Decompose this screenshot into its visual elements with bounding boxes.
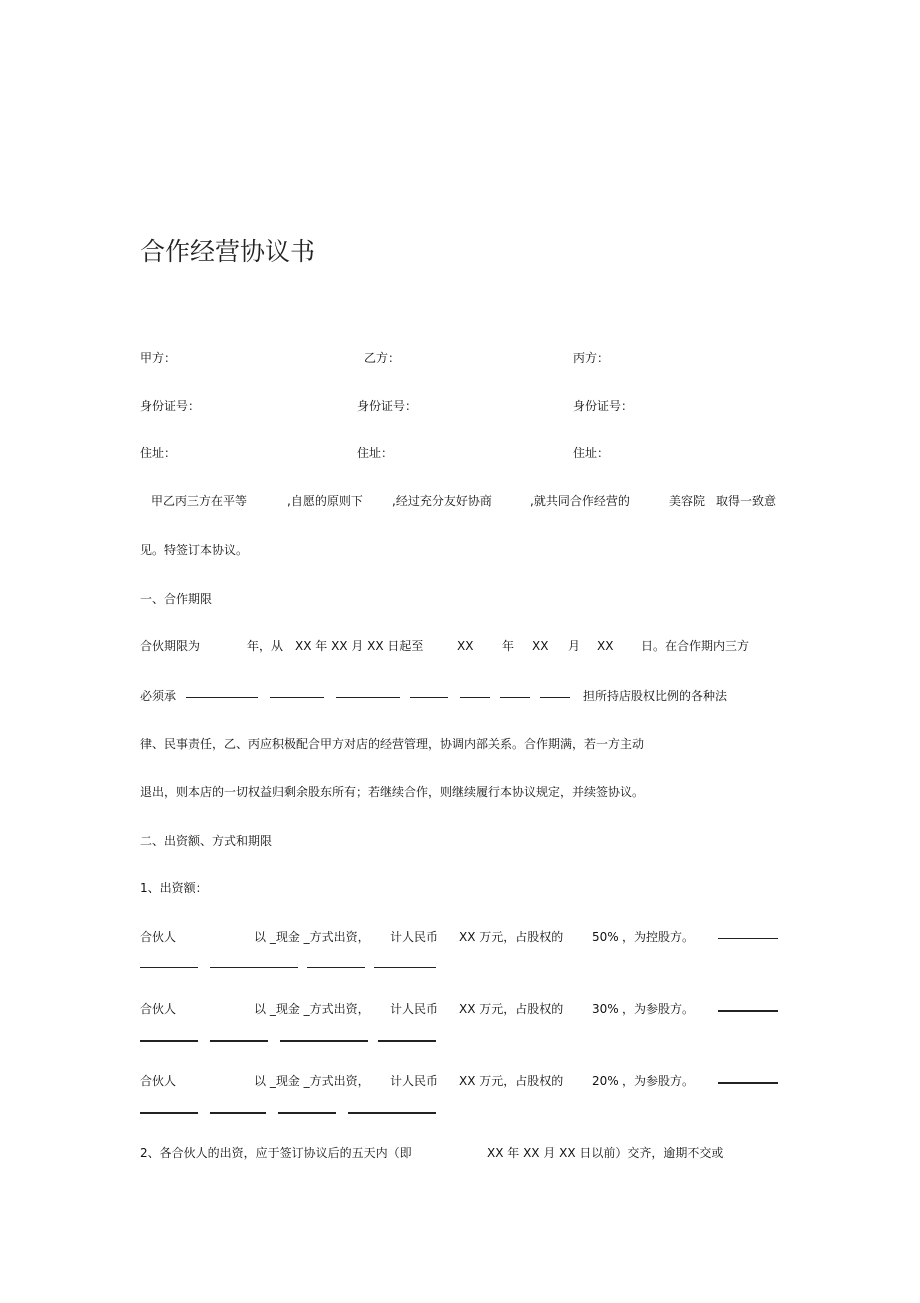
blank-line	[210, 1040, 268, 1042]
term-text-11: 担所持店股权比例的各种法	[583, 689, 728, 703]
partner-label: 合伙人	[140, 930, 177, 944]
term-text-1: 合伙期限为	[140, 639, 201, 653]
term-text-7: 月	[568, 639, 581, 653]
term-text-13: 退出，则本店的一切权益归剩余股东所有；若继续合作，则继续履行本协议规定，并续签协议。	[140, 785, 645, 799]
blank-line	[348, 1112, 436, 1114]
party-c-id-label: 身份证号：	[573, 399, 634, 413]
party-b-address-label: 住址：	[357, 446, 394, 460]
blank-line	[410, 697, 448, 698]
intro-text-4: ,就共同合作经营的	[530, 494, 630, 508]
party-b-label: 乙方：	[364, 351, 401, 365]
intro-text-5: 美容院	[669, 494, 706, 508]
section1-heading: 一、合作期限	[140, 592, 213, 606]
deadline-text-2: XX 年 XX 月 XX 日以前）交齐，逾期不交或	[487, 1146, 724, 1160]
partner-mode: 以 _现金 _方式出资，	[254, 1074, 370, 1088]
blank-line	[307, 967, 365, 968]
intro-text-2: ,自愿的原则下	[287, 494, 363, 508]
partner-label: 合伙人	[140, 1074, 177, 1088]
partner-mode: 以 _现金 _方式出资，	[254, 930, 370, 944]
partner-role: ，为参股方。	[622, 1074, 695, 1088]
document-title: 合作经营协议书	[140, 237, 316, 266]
partner-label: 合伙人	[140, 1002, 177, 1016]
blank-line	[210, 1112, 266, 1114]
blank-line	[270, 697, 324, 698]
term-text-10: 必须承	[140, 689, 177, 703]
blank-line	[460, 697, 490, 698]
intro-text-3: ,经过充分友好协商	[392, 494, 492, 508]
blank-line	[718, 1082, 778, 1084]
blank-line	[500, 697, 530, 698]
term-text-5: 年	[502, 639, 515, 653]
section2-heading: 二、出资额、方式和期限	[140, 834, 273, 848]
blank-line	[378, 1040, 436, 1042]
partner-rmb: 计人民币	[390, 1074, 439, 1088]
term-text-8: XX	[597, 639, 614, 653]
blank-line	[540, 697, 570, 698]
partner-amount: XX 万元，占股权的	[459, 930, 564, 944]
blank-line	[140, 1040, 198, 1042]
blank-line	[280, 1040, 368, 1042]
deadline-text-1: 2、各合伙人的出资，应于签订协议后的五天内（即	[140, 1146, 412, 1160]
blank-line	[336, 697, 400, 698]
blank-line	[718, 1010, 778, 1012]
term-text-12: 律、民事责任，乙、丙应积极配合甲方对店的经营管理，协调内部关系。合作期满，若一方主动	[140, 737, 645, 751]
term-text-6: XX	[532, 639, 549, 653]
partner-percentage: 30%	[592, 1002, 619, 1016]
intro-text-1: 甲乙丙三方在平等	[151, 494, 248, 508]
term-text-9: 日。在合作期内三方	[641, 639, 750, 653]
partner-amount: XX 万元，占股权的	[459, 1002, 564, 1016]
partner-amount: XX 万元，占股权的	[459, 1074, 564, 1088]
term-text-2: 年，从	[247, 639, 284, 653]
blank-line	[210, 967, 298, 968]
term-text-3: XX 年 XX 月 XX 日起至	[295, 639, 424, 653]
party-a-id-label: 身份证号：	[140, 399, 201, 413]
partner-role: ，为参股方。	[622, 1002, 695, 1016]
party-c-address-label: 住址：	[573, 446, 610, 460]
party-a-label: 甲方：	[140, 351, 177, 365]
partner-percentage: 50%	[592, 930, 619, 944]
term-text-4: XX	[457, 639, 474, 653]
blank-line	[374, 967, 436, 968]
party-b-id-label: 身份证号：	[357, 399, 418, 413]
blank-line	[140, 967, 198, 968]
blank-line	[186, 697, 258, 698]
intro-text-line2: 见。特签订本协议。	[140, 543, 249, 557]
contribution-subheading: 1、出资额：	[140, 881, 208, 895]
blank-line	[140, 1112, 198, 1114]
partner-role: ，为控股方。	[622, 930, 695, 944]
party-c-label: 丙方：	[573, 351, 610, 365]
partner-rmb: 计人民币	[390, 930, 439, 944]
blank-line	[718, 938, 778, 939]
partner-mode: 以 _现金 _方式出资，	[254, 1002, 370, 1016]
intro-text-6: 取得一致意	[716, 494, 777, 508]
partner-rmb: 计人民币	[390, 1002, 439, 1016]
partner-percentage: 20%	[592, 1074, 619, 1088]
blank-line	[278, 1112, 336, 1114]
party-a-address-label: 住址：	[140, 446, 177, 460]
